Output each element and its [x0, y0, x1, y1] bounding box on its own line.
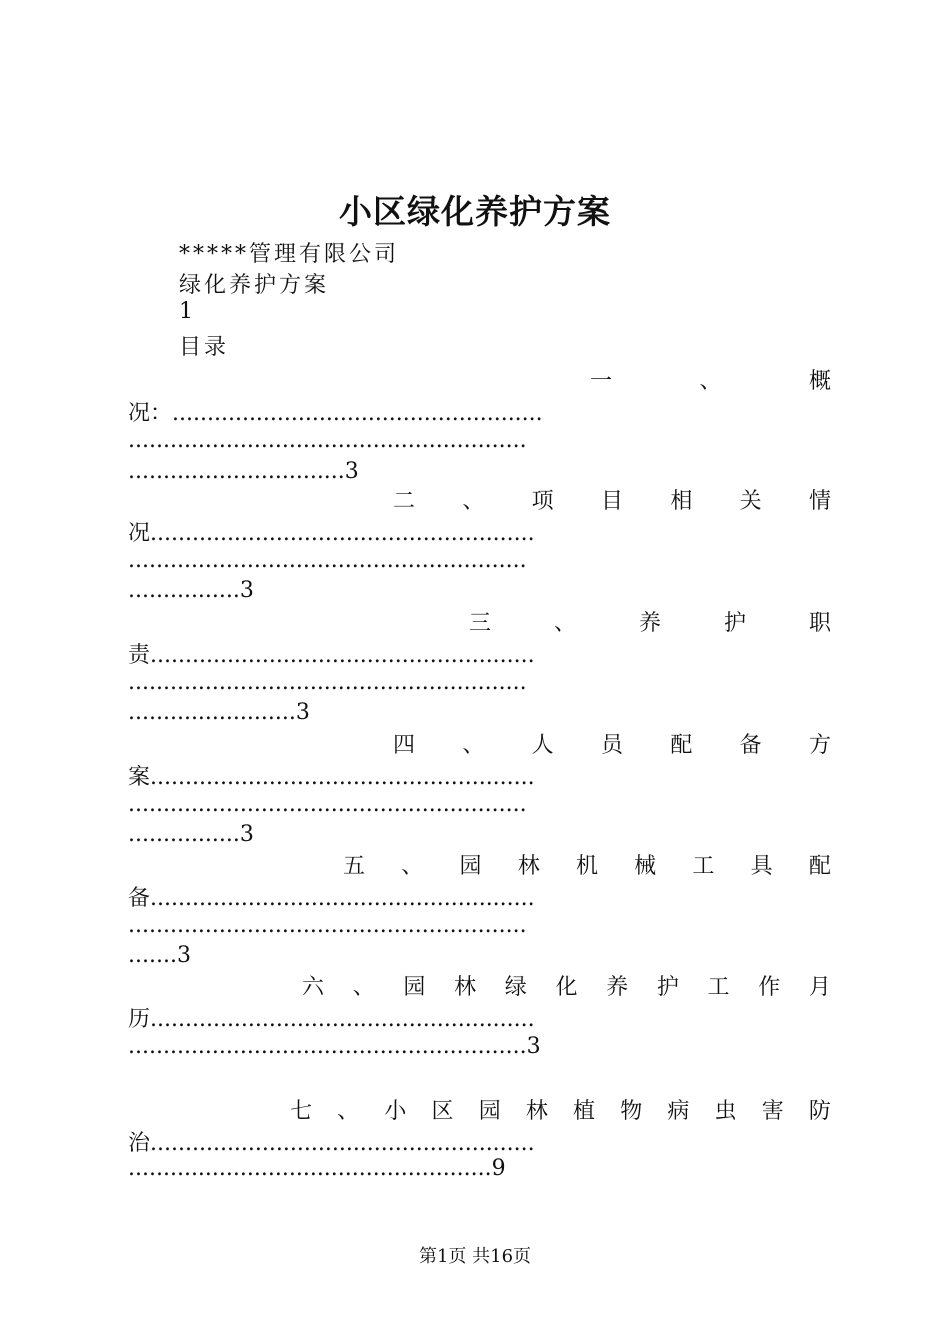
toc-heading-char: 工	[707, 975, 730, 1000]
toc-heading-char: 关	[739, 489, 762, 514]
document-number: 1	[179, 299, 196, 324]
toc-leader-line: ........................3	[128, 700, 310, 725]
toc-leader-line: .........................................................	[128, 913, 527, 938]
toc-heading-char: 、	[462, 733, 485, 758]
toc-leader-line: 备.......................................................	[128, 886, 535, 911]
toc-entry-heading[interactable]	[590, 364, 831, 395]
company-name: *****管理有限公司	[179, 242, 400, 267]
toc-leader-line: ...............................3	[128, 459, 359, 484]
toc-leader-line: .........................................................	[128, 792, 527, 817]
toc-heading-char: 一	[590, 369, 613, 394]
toc-heading-char: 绿	[504, 975, 527, 1000]
toc-leader-line: 历.......................................................	[128, 1007, 535, 1032]
toc-entry-heading[interactable]	[290, 1094, 831, 1125]
toc-heading-char: 目	[600, 489, 623, 514]
toc-heading-char: 情	[808, 489, 831, 514]
toc-heading-char: 备	[739, 733, 762, 758]
toc-page-number: 3	[239, 578, 254, 603]
toc-heading-char: 相	[670, 489, 693, 514]
toc-entry-heading[interactable]	[393, 484, 831, 515]
toc-entry-heading[interactable]	[469, 606, 831, 637]
toc-heading-char: 虫	[714, 1099, 737, 1124]
toc-heading-char: 月	[808, 975, 831, 1000]
toc-leader-line: 案.......................................................	[128, 765, 535, 790]
toc-heading-char: 害	[761, 1099, 784, 1124]
toc-heading-char: 小	[384, 1099, 407, 1124]
toc-heading-char: 养	[606, 975, 629, 1000]
toc-entry-lead: 责	[128, 643, 151, 668]
toc-heading-char: 械	[634, 854, 657, 879]
toc-heading-char: 配	[670, 733, 693, 758]
toc-heading-char: 具	[750, 854, 773, 879]
toc-heading-char: 六	[302, 975, 325, 1000]
toc-page-number: 3	[526, 1034, 541, 1059]
toc-heading-char: 园	[403, 975, 426, 1000]
toc-entry-lead: 备	[128, 886, 151, 911]
toc-heading-char: 、	[352, 975, 375, 1000]
toc-heading-char: 区	[431, 1099, 454, 1124]
toc-page-number: 3	[239, 822, 254, 847]
toc-leader-line: .........................................................	[128, 428, 527, 453]
toc-entry-lead: 况	[128, 521, 151, 546]
toc-heading-char: 园	[459, 854, 482, 879]
toc-heading-char: 养	[638, 611, 661, 636]
toc-heading-char: 二	[393, 489, 416, 514]
toc-heading-char: 、	[462, 489, 485, 514]
toc-heading-char: 方	[808, 733, 831, 758]
toc-leader-line: 况.......................................................	[128, 521, 535, 546]
toc-entry-lead: 历	[128, 1007, 151, 1032]
toc-page-number: 3	[176, 943, 191, 968]
toc-heading-char: 配	[808, 854, 831, 879]
toc-heading-char: 四	[393, 733, 416, 758]
toc-leader-line: 治.......................................................	[128, 1131, 535, 1156]
toc-heading-char: 五	[343, 854, 366, 879]
document-title: 小区绿化养护方案	[339, 192, 611, 231]
toc-heading-char: 作	[758, 975, 781, 1000]
toc-leader-line: 责.......................................................	[128, 643, 535, 668]
toc-page-number: 3	[344, 459, 359, 484]
toc-leader-line: ....................................................9	[128, 1156, 506, 1181]
toc-heading-char: 员	[600, 733, 623, 758]
toc-leader-line: 况：.....................................................	[128, 401, 543, 426]
toc-entry-lead: 治	[128, 1131, 151, 1156]
toc-heading-char: 、	[401, 854, 424, 879]
toc-entry-heading[interactable]	[393, 728, 831, 759]
toc-heading-char: 三	[469, 611, 492, 636]
toc-heading-char: 林	[454, 975, 477, 1000]
toc-heading-char: 项	[531, 489, 554, 514]
toc-heading-char: 机	[575, 854, 598, 879]
toc-leader-line: .........................................................3	[128, 1034, 541, 1059]
page-footer: 第1页 共16页	[418, 1246, 532, 1267]
toc-heading-char: 病	[667, 1099, 690, 1124]
toc-heading-char: 防	[808, 1099, 831, 1124]
toc-heading-char: 林	[525, 1099, 548, 1124]
toc-heading: 目录	[179, 335, 230, 360]
toc-leader-line: .........................................................	[128, 670, 527, 695]
toc-heading-char: 园	[478, 1099, 501, 1124]
toc-heading-char: 林	[517, 854, 540, 879]
toc-entry-lead: 况：	[128, 401, 173, 426]
toc-heading-char: 植	[573, 1099, 596, 1124]
toc-heading-char: 七	[290, 1099, 313, 1124]
toc-heading-char: 物	[620, 1099, 643, 1124]
toc-heading-char: 、	[337, 1099, 360, 1124]
toc-heading-char: 职	[808, 611, 831, 636]
toc-heading-char: 人	[531, 733, 554, 758]
toc-heading-char: 概	[808, 369, 831, 394]
toc-leader-line: .........................................................	[128, 548, 527, 573]
toc-heading-char: 、	[699, 369, 722, 394]
toc-heading-char: 化	[555, 975, 578, 1000]
toc-page-number: 9	[491, 1156, 506, 1181]
toc-entry-heading[interactable]	[343, 849, 831, 880]
toc-heading-char: 工	[692, 854, 715, 879]
toc-heading-char: 护	[656, 975, 679, 1000]
toc-leader-line: ................3	[128, 822, 254, 847]
document-subtitle: 绿化养护方案	[179, 273, 330, 298]
toc-entry-heading[interactable]	[302, 970, 831, 1001]
toc-leader-line: .......3	[128, 943, 191, 968]
toc-entry-lead: 案	[128, 765, 151, 790]
toc-heading-char: 、	[553, 611, 576, 636]
toc-heading-char: 护	[723, 611, 746, 636]
toc-leader-line: ................3	[128, 578, 254, 603]
toc-page-number: 3	[295, 700, 310, 725]
